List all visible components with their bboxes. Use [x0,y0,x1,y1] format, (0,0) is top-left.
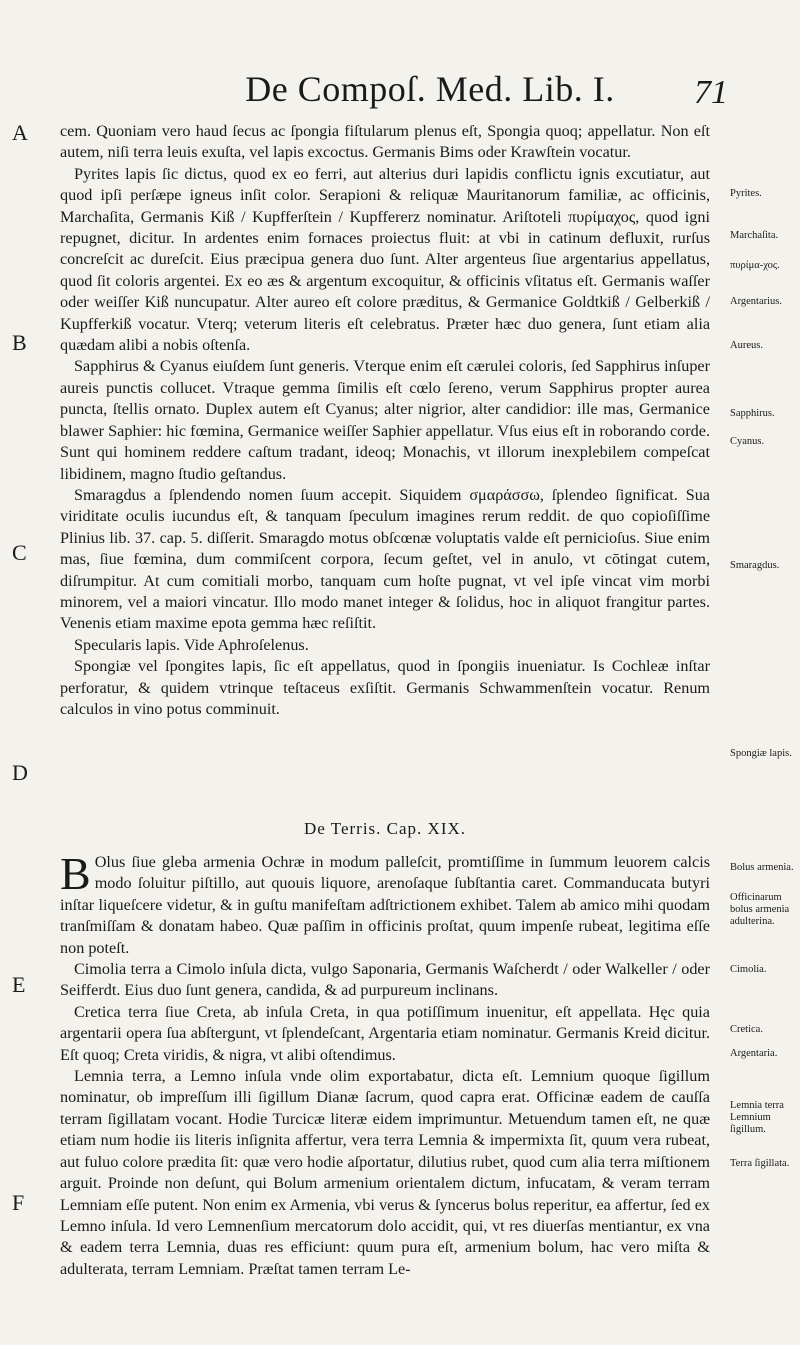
side-note: Marchaſita. [730,230,779,241]
side-note: Smaragdus. [730,560,780,571]
side-note: Cimolia. [730,964,767,975]
margin-letter-e: E [12,972,26,997]
drop-cap: B [60,848,91,899]
paragraph: Lemnia terra, a Lemno inſula vnde olim exportabatur, dicta eſt. Lemnium quoque ſigillum nominatur, ob impreſſum illi ſigillum Dianæ ſacrum, quod capra erat. Officinæ eadem de cauſſa terram ſigillatam vocant. Hodie Turcicæ literæ eidem imprimuntur. Metuendum tamen eſt, ne quæ etiam num hodie iis literis inſignita affertur, vera terra Lemnia & impermixta ſit, quum vera rubeat, aut fuluo colore prædita ſit: quæ vero hodie aſportatur, dilutius rubet, quod cum alia terra miſtionem arguit. Proinde non deſunt, qui Bolum armenium orientalem dictum, infucatam, & veram terram Lemniam eſſe putent. Non enim ex Armenia, vbi verus & ſyncerus bolus reperitur, ea affertur, ſed ex Lemno inſula. Id vero Lemnenſium mercatorum dolo accidit, qui, vt res diuerſas mentiantur, ex vna & eadem terra Lemnia, duas res efficiunt: quum pura eſt, armenium bolum, hac vero miſta & adulterata, terram Lemniam. Præſtat tamen terram Le- [60,1067,710,1278]
margin-letter-d: D [12,760,28,785]
side-note: Argentarius. [730,296,783,307]
side-note: πυρίμα-χος. [730,260,780,271]
paragraph: Pyrites lapis ſic dictus, quod ex eo ferri, aut alterius duri lapidis conflictu ignis excutiatur, aut quod ipſi perſæpe igneus inſit color. Serapioni & reliquæ Mauritanorum familiæ, ac officinis, Marchaſita, Germanis Kiß / Kupfferſtein / Kupffererz nominatur. Ariſtoteli πυρίμαχος, quod igni repugnet, dicitur. In ardentes enim fornaces proiectus fluit: at vbi in catinum defluxit, rurſus concreſcit ac dureſcit. Eius præcipua genera duo ſunt. Alter argenteus ſiue argentarius appellatus, quod ſit coloris argentei. Ex eo æs & argentum excoquitur, & officinis vſitatus eſt. Germanis waſſer oder weiſſer Kiß nuncupatur. Alter aureo eſt colore præditus, & Germanice Goldtkiß / Gelberkiß / Kupfferkiß vocatur. Vterq; veterum literis eſt celebratus. Præter hæc duo genera, ſunt etiam alia quædam alibi a nobis oſtenſa. [60,164,710,355]
paragraph: Olus ſiue gleba armenia Ochræ in modum palleſcit, promtiſſime in ſummum leuorem calcis modo ſoluitur piſtillo, aut quouis liquore, arenoſaque ſubſtantia caret. Commanducata butyri inſtar liqueſcere videtur, & in guſtu manifeſtam adſtrictionem exhibet. Talem ab amico mihi quodam tranſmiſſam & donatam habeo. Quæ paſſim in officinis proſtat, quum impenſe rubeat, legitima eſſe non poteſt. [60,853,710,957]
margin-letter-c: C [12,540,27,565]
side-note: Aureus. [730,340,763,351]
side-note: Terra ſigillata. [730,1158,790,1169]
side-note: Sapphirus. [730,408,775,419]
text-block-stones [60,121,710,720]
text-block-earths [60,848,710,1280]
side-note: Cretica. [730,1024,763,1035]
paragraph: Smaragdus a ſplendendo nomen ſuum accepit. Siquidem σμαράσσω, ſplendeo ſignificat. Sua viriditate oculis iucundus eſt, & tanquam ſpeculum imagines rerum reddit. de quo copioſiſſime Plinius lib. 37. cap. 5. diſſerit. Smaragdo motus obſcœnæ voluptatis valde eſt pernicioſus. Siue enim mas, ſiue fœmina, dum commiſcent corpora, ſecum geſtet, vel in anulo, vt cōtingat cutem, diſrumpitur. At cum comitiali morbo, tanquam cum hoſte pugnat, vt vel ipſe vincat vim morbi minorem, vel a maiori vincatur. Illo modo manet integer & ſolidus, hoc in aliquot frangitur partes. Venenis etiam maxime epota gemma hæc reſiſtit. [60,485,710,633]
side-note: Pyrites. [730,188,762,199]
side-note: Bolus armenia. [730,862,794,873]
paragraph: Spongiæ vel ſpongites lapis, ſic eſt appellatus, quod in ſpongiis inueniatur. Is Cochleæ inſtar perforatur, & quidem vtrinque teſtaceus exſiſtit. Germanis Schwammenſtein vocatur. Renum calculos in vino potus comminuit. [60,657,710,718]
paragraph: cem. Quoniam vero haud ſecus ac ſpongia fiſtularum plenus eſt, Spongia quoq; appellatur. Non eſt autem, niſi terra leuis exuſta, vel lapis excoctus. Germanis Bims oder Krawſtein vocatur. [60,122,710,162]
paragraph: Cretica terra ſiue Creta, ab inſula Creta, in qua potiſſimum inuenitur, eſt appellata. Hęc quia argentarii opera ſua abſtergunt, vt ſplendeſcant, Argentaria etiam nominatur. Germanis Kreid dicitur. Eſt quoq; Creta viridis, & nigra, vt alibi oſtendimus. [60,1002,710,1064]
paragraph: Cimolia terra a Cimolo inſula dicta, vulgo Saponaria, Germanis Waſcherdt / oder Walkeller / oder Seifferdt. Eius duo ſunt genera, candida, & ad purpureum inclinans. [60,960,710,1000]
paragraph: Specularis lapis. Vide Aphroſelenus. [74,635,309,654]
side-note: Lemnia terra Lemnium ſigillum. [730,1100,784,1135]
margin-letter-a: A [12,120,28,145]
running-header: De Compoſ. Med. Lib. I. [245,69,615,109]
margin-letter-f: F [12,1190,25,1215]
margin-letter-b: B [12,330,27,355]
page-number: 71 [694,74,728,111]
side-note: Cyanus. [730,436,765,447]
side-note: Spongiæ lapis. [730,748,792,759]
chapter-heading: De Terris. Cap. XIX. [303,819,467,838]
side-note: Officinarum bolus armenia adulterina. [730,892,790,927]
side-note: Argentaria. [730,1048,778,1059]
paragraph: Sapphirus & Cyanus eiuſdem ſunt generis. Vterque enim eſt cærulei coloris, ſed Sapphirus inſuper aureis punctis collucet. Vtraque gemma ſimilis eſt cœlo ſereno, verum Sapphirus propter aurea puncta, ſtellis ornato. Duplex autem eſt Cyanus; alter nigrior, alter candidior: ille mas, Germanice blawer Saphier: hic fœmina, Germanice weiſſer Saphier appellatur. Vſus eius eſt in roborando corde. Sunt qui hominem reddere caſtum tradant, ideoq; Monachis, vt illorum inexplebilem compeſcat libidinem, magno ſtudio geſtandus. [60,357,710,483]
